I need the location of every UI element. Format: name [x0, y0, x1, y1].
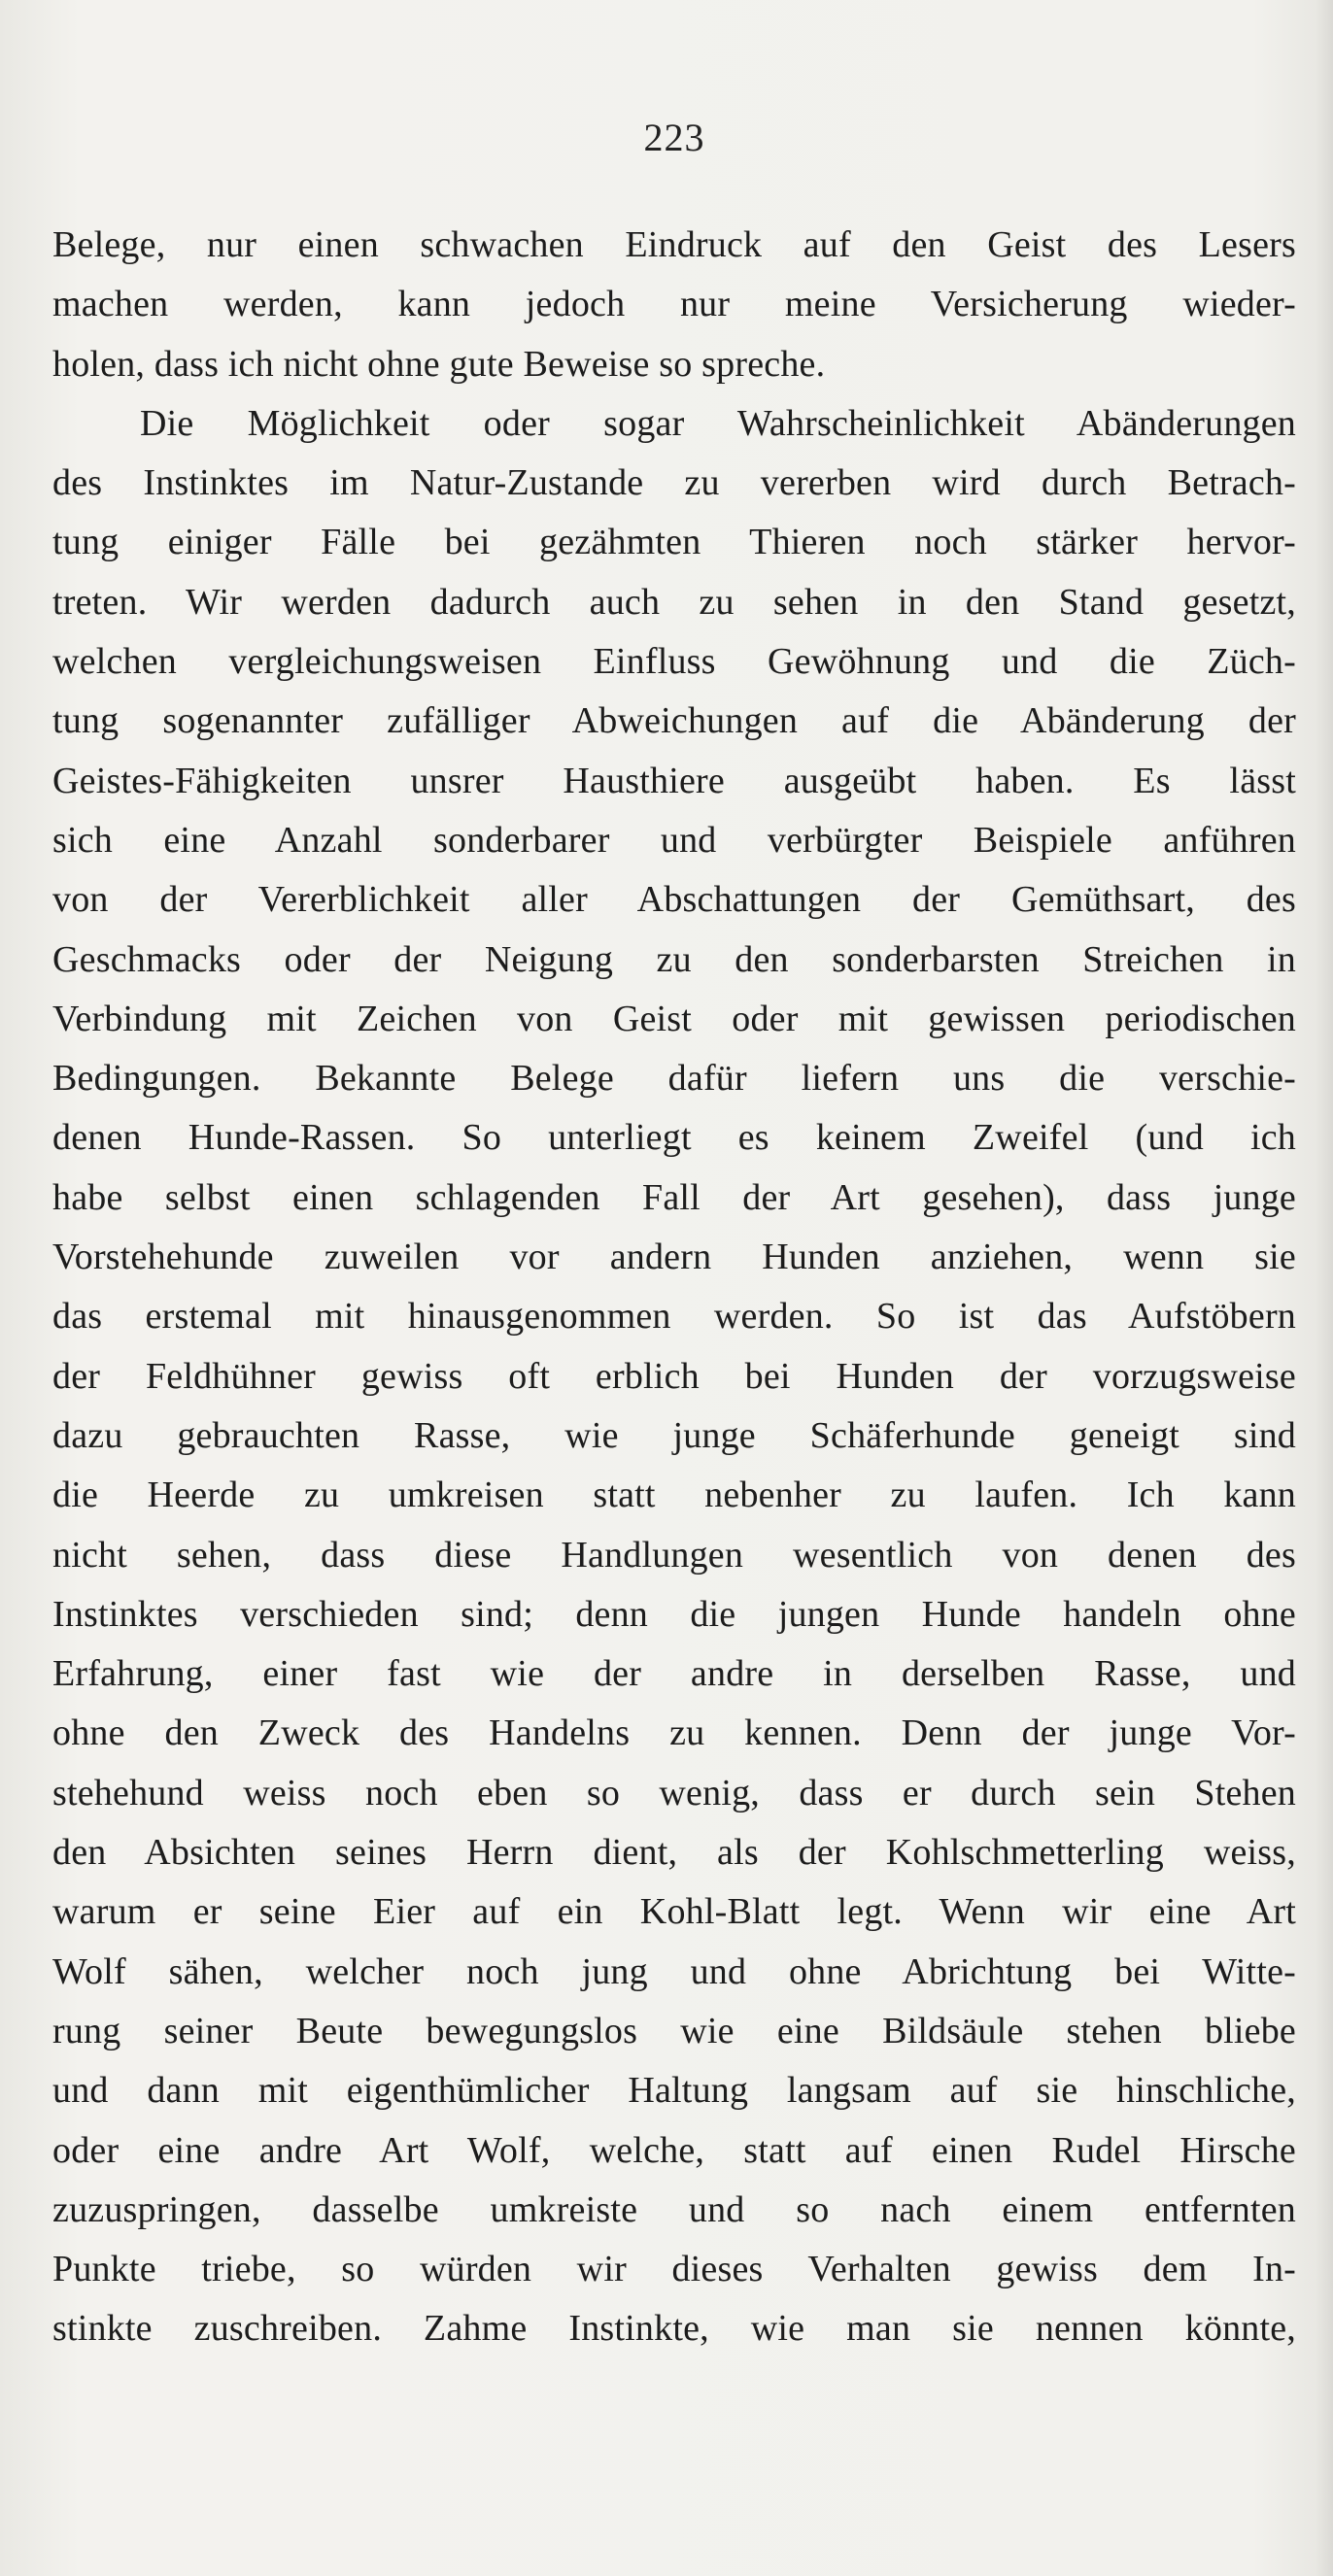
text-line: und dann mit eigenthümlicher Haltung langsam auf sie hinschliche,	[52, 2070, 1296, 2112]
text-line: stinkte zuschreiben. Zahme Instinkte, wie man sie nennen könnte,	[52, 2308, 1296, 2350]
text-line: welchen vergleichungsweisen Einfluss Gewöhnung und die Züch-	[52, 641, 1296, 683]
text-line: Die Möglichkeit oder sogar Wahrscheinlichkeit Abänderungen	[140, 402, 1296, 444]
text-line: tung einiger Fälle bei gezähmten Thieren noch stärker hervor-	[52, 522, 1296, 563]
text-line: ohne den Zweck des Handelns zu kennen. Denn der junge Vor-	[52, 1712, 1296, 1754]
text-line: warum er seine Eier auf ein Kohl-Blatt legt. Wenn wir eine Art	[52, 1891, 1296, 1933]
text-line: Verbindung mit Zeichen von Geist oder mit gewissen periodischen	[52, 998, 1296, 1039]
text-line: von der Vererblichkeit aller Abschattungen der Gemüthsart, des	[52, 879, 1296, 921]
page-number: 223	[643, 116, 705, 159]
text-line: das erstemal mit hinausgenommen werden. So ist das Aufstöbern	[52, 1296, 1296, 1338]
text-line: Geistes-Fähigkeiten unsrer Hausthiere ausgeübt haben. Es lässt	[52, 760, 1296, 801]
text-line: Belege, nur einen schwachen Eindruck auf den Geist des Lesers	[52, 224, 1296, 265]
text-line: dazu gebrauchten Rasse, wie junge Schäferhunde geneigt sind	[52, 1414, 1296, 1456]
text-line: Punkte triebe, so würden wir dieses Verhalten gewiss dem In-	[52, 2249, 1296, 2290]
text-line: rung seiner Beute bewegungslos wie eine Bildsäule stehen bliebe	[52, 2010, 1296, 2051]
text-line: nicht sehen, dass diese Handlungen wesentlich von denen des	[52, 1534, 1296, 1576]
text-line: treten. Wir werden dadurch auch zu sehen in den Stand gesetzt,	[52, 581, 1296, 623]
text-line: machen werden, kann jedoch nur meine Versicherung wieder-	[52, 284, 1296, 325]
text-line: Instinktes verschieden sind; denn die jungen Hunde handeln ohne	[52, 1593, 1296, 1635]
text-line: Erfahrung, einer fast wie der andre in derselben Rasse, und	[52, 1653, 1296, 1695]
text-line: Vorstehehunde zuweilen vor andern Hunden anziehen, wenn sie	[52, 1237, 1296, 1278]
page-edge-shadow	[1316, 0, 1333, 2576]
text-line: des Instinktes im Natur-Zustande zu vererben wird durch Betrach-	[52, 462, 1296, 504]
text-line: Bedingungen. Bekannte Belege dafür liefern uns die verschie-	[52, 1058, 1296, 1100]
text-line: die Heerde zu umkreisen statt nebenher zu laufen. Ich kann	[52, 1474, 1296, 1516]
text-line: Wolf sähen, welcher noch jung und ohne Abrichtung bei Witte-	[52, 1950, 1296, 1992]
text-line: zuzuspringen, dasselbe umkreiste und so nach einem entfernten	[52, 2188, 1296, 2230]
text-line: sich eine Anzahl sonderbarer und verbürgter Beispiele anführen	[52, 819, 1296, 861]
text-line: denen Hunde-Rassen. So unterliegt es keinem Zweifel (und ich	[52, 1117, 1296, 1159]
text-line: holen, dass ich nicht ohne gute Beweise so spreche.	[52, 343, 826, 385]
text-line: der Feldhühner gewiss oft erblich bei Hunden der vorzugsweise	[52, 1355, 1296, 1397]
text-line: stehehund weiss noch eben so wenig, dass er durch sein Stehen	[52, 1772, 1296, 1813]
body-text	[52, 216, 1296, 2359]
text-line: oder eine andre Art Wolf, welche, statt auf einen Rudel Hirsche	[52, 2129, 1296, 2171]
text-line: Geschmacks oder der Neigung zu den sonderbarsten Streichen in	[52, 938, 1296, 980]
text-line: den Absichten seines Herrn dient, als der Kohlschmetterling weiss,	[52, 1832, 1296, 1874]
text-line: tung sogenannter zufälliger Abweichungen auf die Abänderung der	[52, 700, 1296, 742]
text-line: habe selbst einen schlagenden Fall der Art gesehen), dass junge	[52, 1176, 1296, 1218]
